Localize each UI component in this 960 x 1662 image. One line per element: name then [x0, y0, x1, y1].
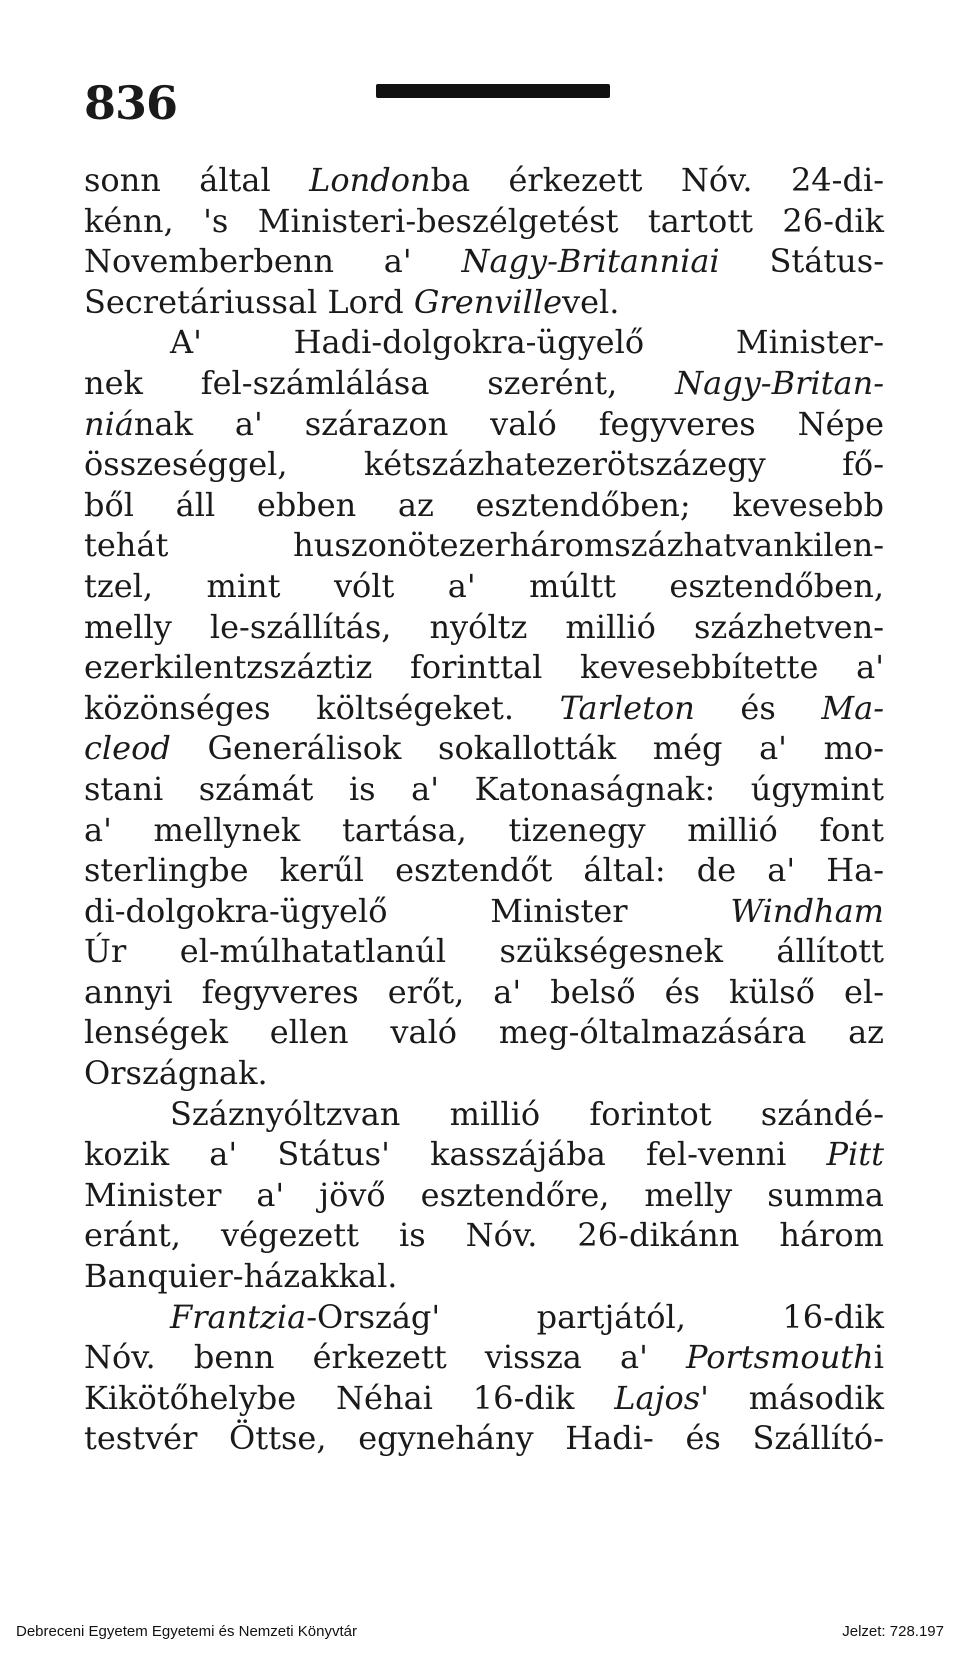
- text-segment: nak a' szárazon való fegyveres Népe: [133, 404, 884, 443]
- italic-text: Tarleton: [559, 688, 695, 727]
- text-line: [84, 201, 884, 242]
- italic-text: London: [309, 161, 431, 199]
- text-segment: stani számát is a' Katonaságnak: úgymint: [84, 769, 884, 808]
- text-segment: tzel, mint vólt a' múltt esztendőben,: [84, 566, 884, 605]
- text-segment: kozik a' Státus' kasszájába fel-venni: [84, 1135, 827, 1174]
- text-segment: Kikötőhelybe Néhai 16-dik: [84, 1378, 615, 1417]
- text-line: [84, 444, 884, 485]
- header-rule: [376, 84, 610, 98]
- text-segment: A' Hadi-dolgokra-ügyelő Minister-: [170, 323, 884, 362]
- italic-text: Frantzia: [170, 1297, 307, 1336]
- text-segment: tehát huszonötezerháromszázhatvankilen-: [84, 526, 884, 565]
- text-segment: közönséges költségeket.: [84, 688, 560, 727]
- text-line: [84, 1418, 884, 1459]
- text-segment: sterlingbe kerűl esztendőt által: de a' Ha-: [84, 851, 884, 890]
- italic-text: Portsmouth: [686, 1338, 874, 1377]
- text-line: [84, 1256, 884, 1297]
- text-line: [84, 972, 884, 1013]
- shelfmark-label: Jelzet: 728.197: [842, 1623, 944, 1640]
- text-segment: sonn által: [84, 161, 310, 199]
- text-segment: Generálisok sokallották még a' mo-: [170, 729, 884, 768]
- italic-text: Lajos': [614, 1378, 709, 1417]
- text-line: [84, 1053, 884, 1094]
- text-line: [84, 525, 884, 566]
- text-line: [84, 485, 884, 526]
- text-segment: eránt, végezett is Nóv. 26-dikánn három: [84, 1216, 884, 1255]
- text-line: [84, 769, 884, 810]
- body-text: [84, 160, 884, 1459]
- text-line: [84, 1337, 884, 1378]
- text-line: [84, 688, 884, 729]
- text-segment: Száznyóltzvan millió forintot szándé-: [170, 1094, 884, 1133]
- text-line: [84, 891, 884, 932]
- text-segment: Státus-: [719, 242, 885, 281]
- text-line: [84, 1378, 884, 1419]
- text-segment: testvér Öttse, egynehány Hadi- és Szállító-: [84, 1419, 884, 1458]
- text-segment: -Ország' partjától, 16-dik: [306, 1297, 884, 1336]
- text-line: [84, 810, 884, 851]
- text-segment: vel.: [562, 282, 620, 321]
- text-segment: melly le-szállítás, nyóltz millió százhetven-: [84, 607, 884, 646]
- text-segment: ből áll ebben az esztendőben; kevesebb: [84, 485, 884, 524]
- italic-text: Nagy-Britanniai: [461, 242, 720, 281]
- text-line: [84, 1175, 884, 1216]
- text-segment: Nóv. benn érkezett vissza a': [84, 1338, 686, 1377]
- text-segment: lenségek ellen való meg-óltalmazására az: [84, 1013, 884, 1052]
- text-segment: és: [694, 688, 822, 727]
- text-segment: ba érkezett Nóv. 24-di-: [430, 161, 885, 199]
- italic-text: Windham: [730, 891, 884, 930]
- italic-text: Ma-: [821, 688, 885, 727]
- italic-text: cleod: [84, 729, 171, 768]
- text-segment: ezerkilentzszáztiz forinttal kevesebbítette a': [84, 648, 884, 687]
- italic-text: Pitt: [826, 1135, 884, 1174]
- italic-text: niá: [84, 404, 134, 443]
- text-line: [84, 1297, 884, 1338]
- text-segment: második: [708, 1378, 885, 1417]
- text-line: [84, 241, 884, 282]
- text-segment: nek fel-számlálása szerént,: [84, 363, 676, 402]
- text-line: [84, 1012, 884, 1053]
- text-line: [84, 1134, 884, 1175]
- text-line: [84, 728, 884, 769]
- text-line: [84, 363, 884, 404]
- text-segment: Novemberbenn a': [84, 242, 462, 281]
- text-line: [84, 404, 884, 445]
- text-segment: Banquier-házakkal.: [84, 1257, 398, 1296]
- text-segment: annyi fegyveres erőt, a' belső és külső el-: [84, 972, 884, 1011]
- italic-text: Nagy-Britan-: [675, 363, 884, 402]
- text-line: [84, 607, 884, 648]
- text-line: [84, 850, 884, 891]
- italic-text: Grenville: [413, 282, 563, 321]
- text-segment: Minister a' jövő esztendőre, melly summa: [84, 1175, 884, 1214]
- text-line: [84, 282, 884, 323]
- text-segment: összeséggel, kétszázhatezerötszázegy fő-: [84, 445, 884, 484]
- library-credit: Debreceni Egyetem Egyetemi és Nemzeti Könyvtár: [16, 1623, 357, 1640]
- text-line: [84, 1094, 884, 1135]
- text-segment: a' mellynek tartása, tizenegy millió font: [84, 810, 884, 849]
- text-segment: Úr el-múlhatatlanúl szükségesnek állított: [84, 932, 884, 971]
- text-line: [84, 566, 884, 607]
- text-segment: kénn, 's Ministeri-beszélgetést tartott 26-dik: [84, 201, 884, 240]
- text-line: [84, 322, 884, 363]
- text-segment: i: [873, 1338, 884, 1377]
- text-line: [84, 931, 884, 972]
- text-line: [84, 647, 884, 688]
- text-segment: Országnak.: [84, 1054, 268, 1093]
- text-line: [84, 1215, 884, 1256]
- text-line: [84, 160, 884, 201]
- text-segment: di-dolgokra-ügyelő Minister: [84, 891, 731, 930]
- text-segment: Secretáriussal Lord: [84, 282, 414, 321]
- page-number: 836: [84, 76, 178, 130]
